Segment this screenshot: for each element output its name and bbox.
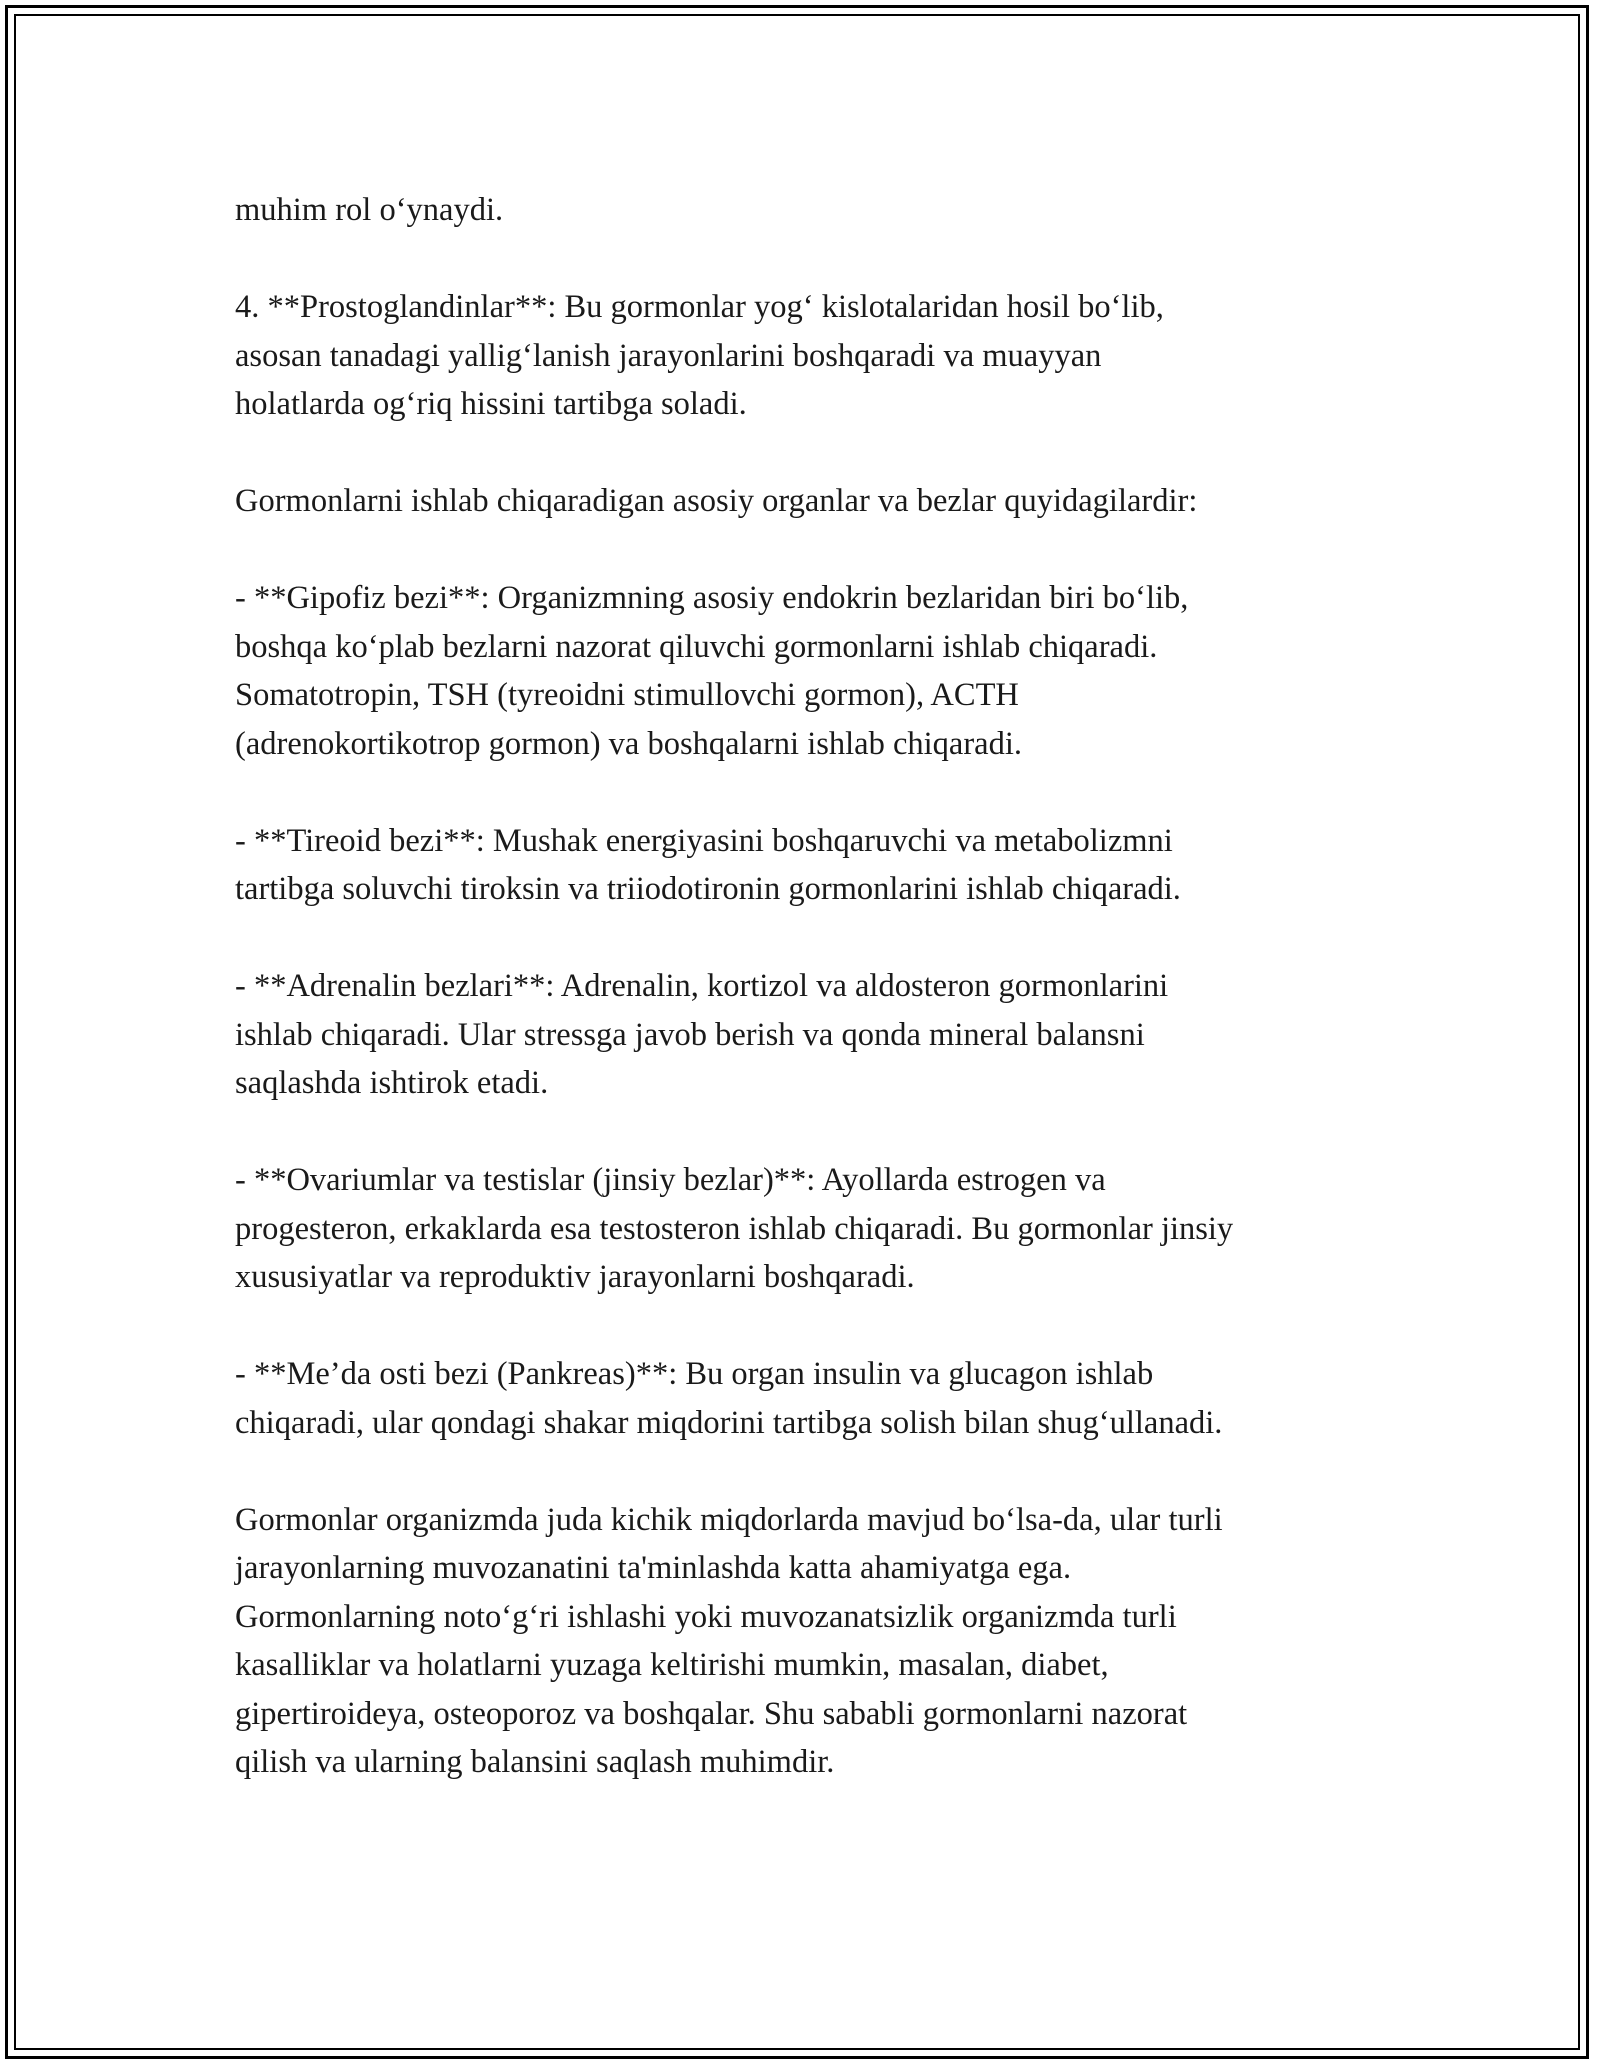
document-body <box>235 186 1375 1787</box>
list-item-gipofiz: - **Gipofiz bezi**: Organizmning asosiy endokrin bezlaridan biri bo‘lib, boshqa ko‘plab bezlarni nazorat qiluvchi gormonlarni ishlab chiqaradi. Somatotropin, TSH (tyreoidni stimullovchi gormon), ACTH (adrenokortikotrop gormon) va boshqalarni ishlab chiqaradi. <box>235 580 1189 762</box>
paragraph-conclusion: Gormonlar organizmda juda kichik miqdorlarda mavjud bo‘lsa-da, ular turli jarayonlarning muvozanatini ta'minlashda katta ahamiyatga ega. Gormonlarning noto‘g‘ri ishlashi yoki muvozanatsizlik organizmda turli kasalliklar va holatlarni yuzaga keltirishi mumkin, masalan, diabet, gipertiroideya, osteoporoz va boshqalar. Shu sababli gormonlarni nazorat qilish va ularning balansini saqlash muhimdir. <box>235 1501 1223 1780</box>
paragraph-continuation: muhim rol o‘ynaydi. <box>235 192 504 228</box>
list-item-adrenalin: - **Adrenalin bezlari**: Adrenalin, kortizol va aldosteron gormonlarini ishlab chiqaradi. Ular stressga javob berish va qonda mineral balansni saqlashda ishtirok etadi. <box>235 968 1169 1101</box>
paragraph-organs-intro: Gormonlarni ishlab chiqaradigan asosiy organlar va bezlar quyidagilardir: <box>235 483 1198 519</box>
list-item-tireoid: - **Tireoid bezi**: Mushak energiyasini boshqaruvchi va metabolizmni tartibga soluvchi tiroksin va triiodotironin gormonlarini ishlab chiqaradi. <box>235 822 1181 907</box>
list-item-jinsiy-bezlar: - **Ovariumlar va testislar (jinsiy bezlar)**: Ayollarda estrogen va progesteron, erkaklarda esa testosteron ishlab chiqaradi. Bu gormonlar jinsiy xususiyatlar va reproduktiv jarayonlarni boshqaradi. <box>235 1162 1234 1295</box>
list-item-pankreas: - **Me’da osti bezi (Pankreas)**: Bu organ insulin va glucagon ishlab chiqaradi, ular qondagi shakar miqdorini tartibga solish bilan shug‘ullanadi. <box>235 1356 1223 1441</box>
paragraph-prostoglandinlar: 4. **Prostoglandinlar**: Bu gormonlar yog‘ kislotalaridan hosil bo‘lib, asosan tanadagi yallig‘lanish jarayonlarini boshqaradi va muayyan holatlarda og‘riq hissini tartibga soladi. <box>235 289 1164 422</box>
